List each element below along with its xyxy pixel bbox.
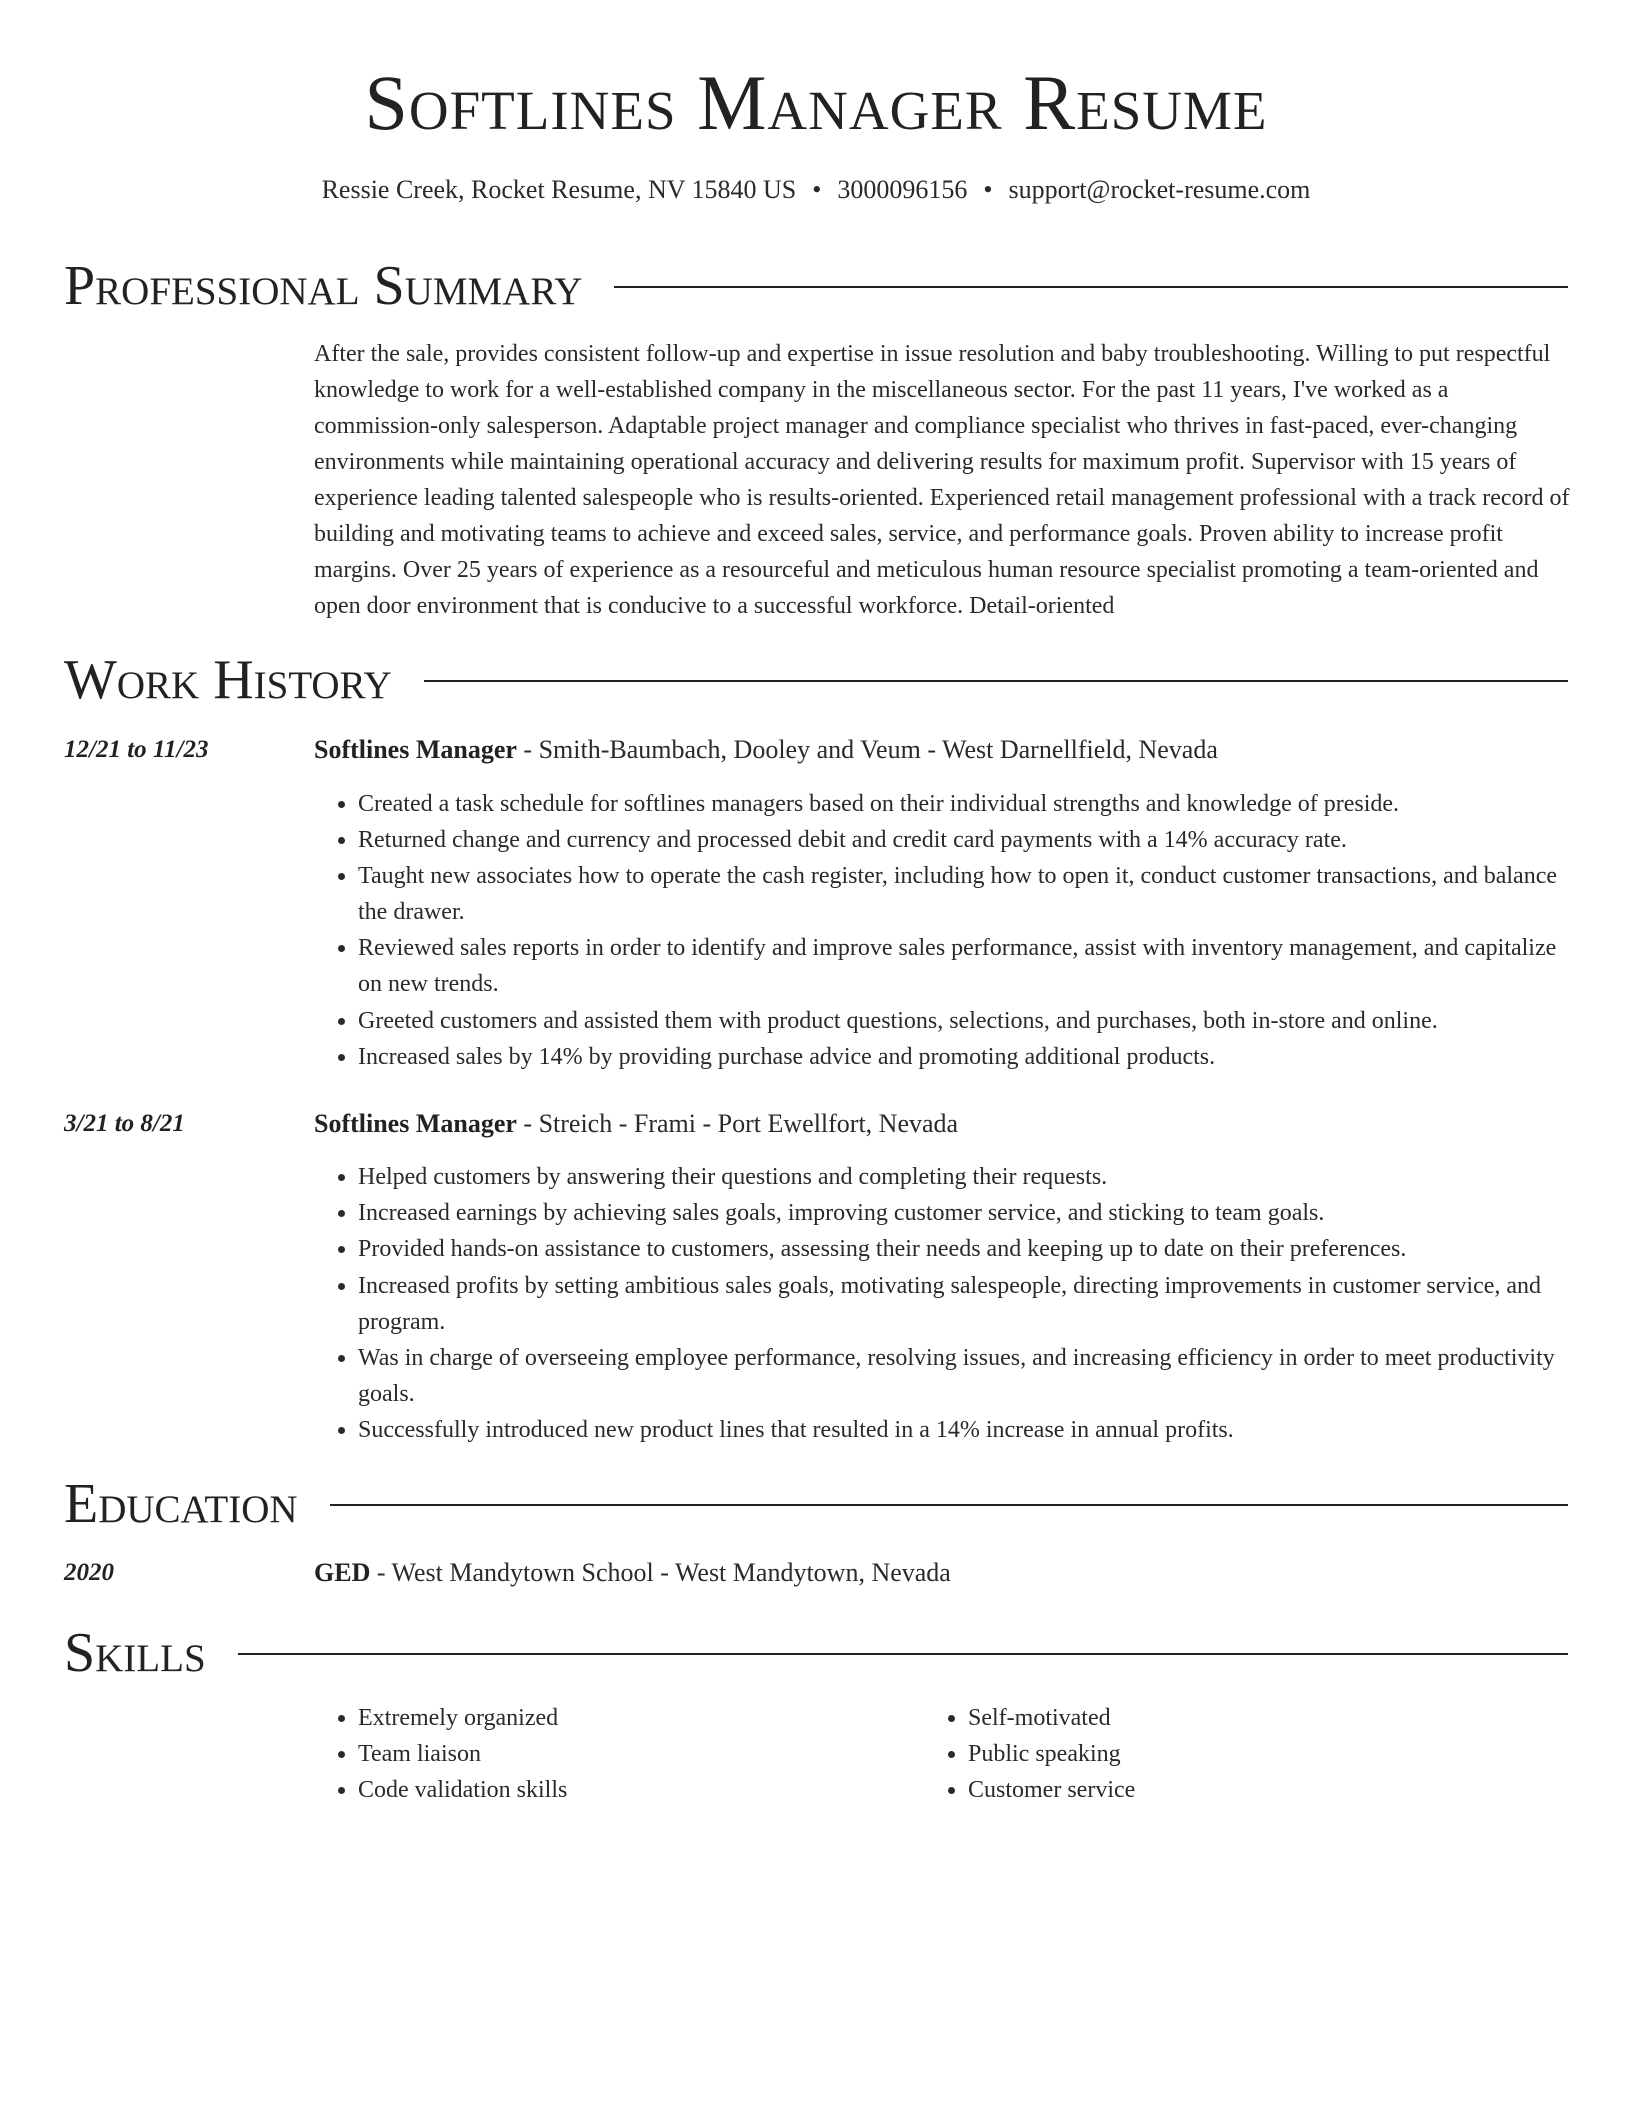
section-header-work-history — [64, 645, 1568, 715]
job-duty: • Greeted customers and assisted them with product questions, selections, and purchases, both in-store and online. — [358, 1003, 1570, 1039]
job-employer-location: - Streich - Frami - Port Ewellfort, Nevada — [516, 1109, 959, 1138]
job-duties-list — [314, 786, 1570, 1075]
education-degree: GED — [314, 1558, 371, 1587]
skills-list-right — [924, 1700, 1632, 1808]
section-title-work-history: Work History — [64, 649, 392, 711]
job-duty: • Increased earnings by achieving sales goals, improving customer service, and sticking to team goals. — [358, 1195, 1570, 1231]
section-divider — [238, 1653, 1568, 1655]
section-title-skills: Skills — [64, 1622, 206, 1684]
contact-line — [0, 172, 1632, 208]
job-duty: • Was in charge of overseeing employee performance, resolving issues, and increasing efficiency in order to meet productivity goals. — [358, 1340, 1570, 1412]
contact-phone: 3000096156 — [837, 175, 968, 204]
job-duty: • Created a task schedule for softlines managers based on their individual strengths and knowledge of preside. — [358, 786, 1570, 822]
section-header-summary — [64, 251, 1568, 321]
section-title-summary: Professional Summary — [64, 255, 583, 317]
education-entry — [314, 1555, 1570, 1591]
section-title-education: Education — [64, 1473, 298, 1535]
skill-item: • Customer service — [968, 1772, 1632, 1808]
section-header-education — [64, 1469, 1568, 1539]
section-divider — [330, 1504, 1568, 1506]
job-duty: • Successfully introduced new product lines that resulted in a 14% increase in annual profits. — [358, 1412, 1570, 1448]
job-duty: • Increased sales by 14% by providing purchase advice and promoting additional products. — [358, 1039, 1570, 1075]
contact-separator: • — [812, 175, 822, 204]
education-school-location: - West Mandytown School - West Mandytown, Nevada — [370, 1558, 951, 1587]
job-duties-list — [314, 1159, 1570, 1448]
job-duty: • Reviewed sales reports in order to identify and improve sales performance, assist with inventory management, and capitalize on new trends. — [358, 930, 1570, 1002]
section-divider — [424, 680, 1568, 682]
job-duty: • Provided hands-on assistance to customers, assessing their needs and keeping up to date on their preferences. — [358, 1231, 1570, 1267]
skill-item: • Code validation skills — [358, 1772, 1570, 1808]
contact-email: support@rocket-resume.com — [1008, 175, 1311, 204]
skill-item: • Public speaking — [968, 1736, 1632, 1772]
education-year: 2020 — [64, 1559, 114, 1586]
job-heading — [314, 1106, 1570, 1142]
job-duty: • Returned change and currency and processed debit and credit card payments with a 14% accuracy rate. — [358, 822, 1570, 858]
skill-item: • Extremely organized — [358, 1700, 1570, 1736]
contact-address: Ressie Creek, Rocket Resume, NV 15840 US — [321, 175, 797, 204]
section-header-skills — [64, 1618, 1568, 1688]
job-dates: 12/21 to 11/23 — [64, 736, 209, 763]
job-duty: • Taught new associates how to operate the cash register, including how to open it, conduct customer transactions, and balance the drawer. — [358, 858, 1570, 930]
job-dates: 3/21 to 8/21 — [64, 1110, 185, 1137]
summary-text: After the sale, provides consistent follow-up and expertise in issue resolution and baby troubleshooting. Willing to put respectful knowledge to work for a well-established company in the miscellaneous sector. For the past 11 years, I've worked as a commission-only salesperson. Adaptable project manager and compliance specialist who thrives in fast-paced, ever-changing environments while maintaining operational accuracy and delivering results for maximum profit. Supervisor with 15 years of experience leading talented salespeople who is results-oriented. Experienced retail management professional with a track record of building and motivating teams to achieve and exceed sales, service, and performance goals. Proven ability to increase profit margins. Over 25 years of experience as a resourceful and meticulous human resource specialist promoting a team-oriented and open door environment that is conducive to a successful workforce. Detail-oriented — [314, 341, 1570, 619]
job-title: Softlines Manager — [314, 735, 517, 764]
job-title: Softlines Manager — [314, 1109, 517, 1138]
contact-separator: • — [983, 175, 993, 204]
job-heading — [314, 732, 1570, 768]
job-duty: • Increased profits by setting ambitious sales goals, motivating salespeople, directing improvements in customer service, and program. — [358, 1268, 1570, 1340]
job-employer-location: - Smith-Baumbach, Dooley and Veum - West Darnellfield, Nevada — [516, 735, 1218, 764]
skill-item: • Team liaison — [358, 1736, 1570, 1772]
resume-title: Softlines Manager Resume — [364, 59, 1268, 146]
section-divider — [614, 286, 1568, 288]
job-duty: • Helped customers by answering their questions and completing their requests. — [358, 1159, 1570, 1195]
skill-item: • Self-motivated — [968, 1700, 1632, 1736]
